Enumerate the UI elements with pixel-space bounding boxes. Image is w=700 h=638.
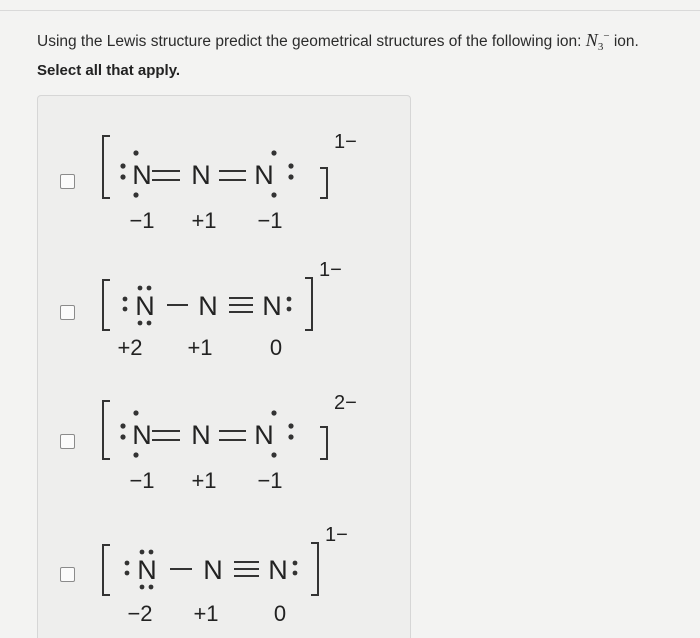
lone-pair-dot xyxy=(271,452,276,457)
atom-symbol: N xyxy=(135,291,155,321)
left-bracket xyxy=(103,280,110,330)
question-text xyxy=(37,26,687,57)
lone-pair-dot xyxy=(133,410,138,415)
ion-symbol: N xyxy=(585,30,598,50)
right-bracket xyxy=(305,278,312,330)
formal-charge: −1 xyxy=(129,208,155,233)
atom-symbol: N xyxy=(203,555,223,585)
lewis-structure-1 xyxy=(98,116,398,236)
formal-charge: −2 xyxy=(127,601,153,626)
lone-pair-dot xyxy=(149,550,154,555)
atom-symbol: N xyxy=(132,420,152,450)
ion-superscript: − xyxy=(603,30,610,42)
answer-options-panel xyxy=(37,95,411,638)
lone-pair-dot xyxy=(293,571,298,576)
answer-option-1[interactable] xyxy=(38,116,410,236)
formal-charge: +1 xyxy=(191,208,217,233)
lone-pair-dot xyxy=(293,561,298,566)
lone-pair-dot xyxy=(288,174,293,179)
option-1-checkbox[interactable] xyxy=(60,174,75,189)
ion-charge: 2− xyxy=(334,392,357,414)
right-bracket xyxy=(320,427,327,459)
formal-charge: −1 xyxy=(129,468,155,493)
ion-subscript: 3 xyxy=(597,41,604,53)
lone-pair-dot xyxy=(288,163,293,168)
formal-charge: 0 xyxy=(269,335,283,360)
lone-pair-dot xyxy=(120,163,125,168)
lone-pair-dot xyxy=(288,423,293,428)
lone-pair-dot xyxy=(287,297,292,302)
lone-pair-dot xyxy=(133,150,138,155)
formal-charge: +1 xyxy=(193,601,219,626)
lone-pair-dot xyxy=(287,307,292,312)
lone-pair-dot xyxy=(140,550,145,555)
instruction-text: Select all that apply. xyxy=(37,62,181,79)
left-bracket xyxy=(103,136,110,198)
right-bracket xyxy=(311,543,318,595)
formal-charge: +1 xyxy=(191,468,217,493)
lone-pair-dot xyxy=(271,410,276,415)
lone-pair-dot xyxy=(138,286,143,291)
lone-pair-dot xyxy=(271,192,276,197)
ion-formula xyxy=(585,30,610,53)
atom-symbol: N xyxy=(254,160,274,190)
formal-charge: −1 xyxy=(257,468,283,493)
lone-pair-dot xyxy=(149,585,154,590)
atom-symbol: N xyxy=(191,160,211,190)
lewis-structure-4 xyxy=(98,511,398,631)
formal-charge: −1 xyxy=(257,208,283,233)
atom-symbol: N xyxy=(262,291,282,321)
lone-pair-dot xyxy=(133,452,138,457)
lewis-structure-2 xyxy=(98,246,398,366)
formal-charge: 0 xyxy=(273,601,287,626)
lone-pair-dot xyxy=(140,585,145,590)
right-bracket xyxy=(320,168,327,198)
ion-charge: 1− xyxy=(325,524,348,546)
atom-symbol: N xyxy=(137,555,157,585)
formal-charge: +2 xyxy=(117,335,143,360)
lone-pair-dot xyxy=(120,434,125,439)
option-3-checkbox[interactable] xyxy=(60,434,75,449)
answer-option-3[interactable] xyxy=(38,381,410,501)
lone-pair-dot xyxy=(147,321,152,326)
lone-pair-dot xyxy=(125,571,130,576)
lone-pair-dot xyxy=(120,423,125,428)
formal-charge: +1 xyxy=(187,335,213,360)
lone-pair-dot xyxy=(147,286,152,291)
atom-symbol: N xyxy=(191,420,211,450)
question-prefix: Using the Lewis structure predict the geometrical structures of the following ion: xyxy=(37,33,586,50)
atom-symbol: N xyxy=(132,160,152,190)
atom-symbol: N xyxy=(198,291,218,321)
lone-pair-dot xyxy=(123,307,128,312)
left-bracket xyxy=(103,401,110,459)
lone-pair-dot xyxy=(123,297,128,302)
lone-pair-dot xyxy=(133,192,138,197)
top-divider xyxy=(0,10,700,11)
lone-pair-dot xyxy=(271,150,276,155)
answer-option-2[interactable] xyxy=(38,246,410,366)
option-4-checkbox[interactable] xyxy=(60,567,75,582)
question-suffix: ion. xyxy=(609,33,639,50)
ion-charge: 1− xyxy=(334,131,357,153)
lone-pair-dot xyxy=(138,321,143,326)
atom-symbol: N xyxy=(268,555,288,585)
lone-pair-dot xyxy=(120,174,125,179)
answer-option-4[interactable] xyxy=(38,511,410,631)
lone-pair-dot xyxy=(288,434,293,439)
atom-symbol: N xyxy=(254,420,274,450)
option-2-checkbox[interactable] xyxy=(60,305,75,320)
lone-pair-dot xyxy=(125,561,130,566)
left-bracket xyxy=(103,545,110,595)
ion-charge: 1− xyxy=(319,259,342,281)
lewis-structure-3 xyxy=(98,381,398,501)
